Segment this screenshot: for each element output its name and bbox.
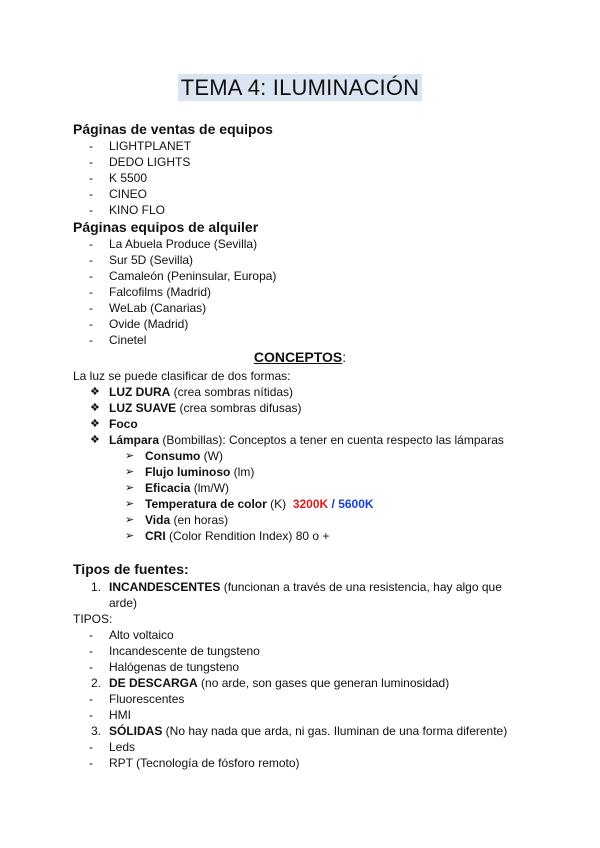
fuente-continuation: arde) bbox=[109, 596, 138, 610]
list-item bbox=[89, 317, 189, 331]
list-item-text: Fluorescentes bbox=[109, 692, 185, 706]
bullet-dash: - bbox=[89, 644, 93, 658]
list-item bbox=[89, 155, 191, 169]
fuente-item bbox=[91, 580, 502, 594]
fuente-rest: (funcionan a través de una resistencia, hay algo que bbox=[220, 580, 502, 594]
bullet-dash: - bbox=[89, 740, 93, 754]
fuente-item bbox=[91, 724, 508, 738]
concept-rest: (crea sombras nítidas) bbox=[170, 385, 294, 399]
list-item-text: CINEO bbox=[109, 187, 148, 201]
conceptos-heading bbox=[0, 349, 600, 365]
ventas-heading: Páginas de ventas de equipos bbox=[73, 121, 273, 137]
fuente-rest: (no arde, son gases que generan luminosidad) bbox=[197, 676, 450, 690]
sub-concept-item bbox=[125, 449, 223, 463]
sub-bold: Eficacia bbox=[145, 481, 191, 495]
arrow-bullet-icon: ➢ bbox=[125, 530, 135, 542]
sub-rest: (K) bbox=[266, 497, 293, 511]
concept-item bbox=[90, 401, 302, 415]
sub-concept-item bbox=[125, 529, 330, 543]
concept-bold: LUZ DURA bbox=[109, 385, 171, 399]
fuente-rest: (No hay nada que arda, ni gas. Iluminan de una forma diferente) bbox=[162, 724, 508, 738]
list-item bbox=[89, 237, 258, 251]
fuente-item bbox=[91, 676, 450, 690]
list-number: 3. bbox=[91, 724, 102, 738]
bullet-dash: - bbox=[89, 203, 93, 217]
bullet-dash: - bbox=[89, 253, 93, 267]
page-title bbox=[0, 75, 600, 101]
sub-rest: (Color Rendition Index) 80 o + bbox=[165, 529, 330, 543]
list-item-text: RPT (Tecnología de fósforo remoto) bbox=[109, 756, 300, 770]
list-item bbox=[89, 644, 260, 658]
concept-rest: (Bombillas): Conceptos a tener en cuenta respecto las lámparas bbox=[159, 433, 504, 447]
fuente-bold: SÓLIDAS bbox=[109, 724, 163, 738]
list-item-text: Incandescente de tungsteno bbox=[109, 644, 260, 658]
diamond-bullet-icon: ❖ bbox=[90, 418, 100, 430]
sub-bold: CRI bbox=[145, 529, 166, 543]
sub-bold: Vida bbox=[145, 513, 171, 527]
arrow-bullet-icon: ➢ bbox=[125, 450, 135, 462]
list-item bbox=[89, 708, 131, 722]
temp-warm-value: 3200K bbox=[292, 497, 329, 511]
list-item-text: K 5500 bbox=[109, 171, 148, 185]
conceptos-colon: : bbox=[342, 349, 347, 365]
bullet-dash: - bbox=[89, 660, 93, 674]
fuente-bold: DE DESCARGA bbox=[109, 676, 198, 690]
sub-rest: (lm) bbox=[230, 465, 255, 479]
bullet-dash: - bbox=[89, 187, 93, 201]
temp-cold-value: 5600K bbox=[338, 497, 374, 511]
concept-item bbox=[90, 385, 294, 399]
list-item-text: HMI bbox=[109, 708, 131, 722]
list-number: 1. bbox=[91, 580, 102, 594]
bullet-dash: - bbox=[89, 317, 93, 331]
sub-concept-item bbox=[125, 513, 229, 527]
list-item bbox=[89, 203, 166, 217]
list-item-text: KINO FLO bbox=[109, 203, 166, 217]
sub-concept-item bbox=[125, 481, 230, 495]
diamond-bullet-icon: ❖ bbox=[90, 434, 100, 446]
tipos-label: TIPOS: bbox=[73, 612, 113, 626]
list-item bbox=[89, 628, 174, 642]
concept-bold: LUZ SUAVE bbox=[109, 401, 177, 415]
conceptos-heading-text: CONCEPTOS bbox=[253, 349, 343, 365]
list-number: 2. bbox=[91, 676, 102, 690]
list-item bbox=[89, 187, 148, 201]
conceptos-intro: La luz se puede clasificar de dos formas: bbox=[73, 369, 291, 383]
fuente-bold: INCANDESCENTES bbox=[109, 580, 221, 594]
bullet-dash: - bbox=[89, 301, 93, 315]
sub-bold: Flujo luminoso bbox=[145, 465, 231, 479]
concept-rest: (crea sombras difusas) bbox=[176, 401, 302, 415]
sub-bold: Temperatura de color bbox=[145, 497, 267, 511]
sub-rest: (W) bbox=[200, 449, 223, 463]
list-item bbox=[89, 740, 136, 754]
concept-item bbox=[90, 433, 504, 447]
concept-bold: Foco bbox=[109, 417, 138, 431]
list-item-text: DEDO LIGHTS bbox=[109, 155, 191, 169]
concept-bold: Lámpara bbox=[109, 433, 160, 447]
sub-rest: (en horas) bbox=[170, 513, 229, 527]
sub-concept-item bbox=[125, 497, 374, 511]
list-item bbox=[89, 171, 148, 185]
list-item-text: LIGHTPLANET bbox=[109, 139, 192, 153]
bullet-dash: - bbox=[89, 708, 93, 722]
arrow-bullet-icon: ➢ bbox=[125, 482, 135, 494]
list-item bbox=[89, 269, 277, 283]
bullet-dash: - bbox=[89, 171, 93, 185]
list-item-text: Alto voltaico bbox=[109, 628, 174, 642]
list-item-text: Falcofilms (Madrid) bbox=[109, 285, 212, 299]
bullet-dash: - bbox=[89, 756, 93, 770]
list-item-text: La Abuela Produce (Sevilla) bbox=[109, 237, 258, 251]
list-item bbox=[89, 333, 147, 347]
list-item bbox=[89, 285, 212, 299]
list-item-text: Cinetel bbox=[109, 333, 147, 347]
list-item bbox=[89, 756, 300, 770]
list-item-text: Ovide (Madrid) bbox=[109, 317, 189, 331]
bullet-dash: - bbox=[89, 155, 93, 169]
list-item bbox=[89, 660, 240, 674]
list-item bbox=[89, 301, 207, 315]
sub-rest: (lm/W) bbox=[190, 481, 230, 495]
bullet-dash: - bbox=[89, 139, 93, 153]
bullet-dash: - bbox=[89, 628, 93, 642]
page-title-text: TEMA 4: ILUMINACIÓN bbox=[178, 74, 423, 101]
arrow-bullet-icon: ➢ bbox=[125, 514, 135, 526]
sub-concept-item bbox=[125, 465, 255, 479]
alquiler-heading: Páginas equipos de alquiler bbox=[73, 219, 259, 235]
list-item bbox=[89, 253, 194, 267]
list-item-text: Sur 5D (Sevilla) bbox=[109, 253, 194, 267]
list-item-text: WeLab (Canarias) bbox=[109, 301, 207, 315]
list-item bbox=[89, 139, 192, 153]
fuentes-heading: Tipos de fuentes: bbox=[73, 561, 189, 577]
list-item-text: Camaleón (Peninsular, Europa) bbox=[109, 269, 277, 283]
arrow-bullet-icon: ➢ bbox=[125, 498, 135, 510]
concept-item bbox=[90, 417, 138, 431]
bullet-dash: - bbox=[89, 333, 93, 347]
bullet-dash: - bbox=[89, 269, 93, 283]
bullet-dash: - bbox=[89, 237, 93, 251]
list-item-text: Halógenas de tungsteno bbox=[109, 660, 240, 674]
bullet-dash: - bbox=[89, 285, 93, 299]
temp-separator: / bbox=[328, 497, 339, 511]
list-item-text: Leds bbox=[109, 740, 136, 754]
bullet-dash: - bbox=[89, 692, 93, 706]
sub-bold: Consumo bbox=[145, 449, 201, 463]
list-item bbox=[89, 692, 185, 706]
arrow-bullet-icon: ➢ bbox=[125, 466, 135, 478]
diamond-bullet-icon: ❖ bbox=[90, 402, 100, 414]
diamond-bullet-icon: ❖ bbox=[90, 386, 100, 398]
